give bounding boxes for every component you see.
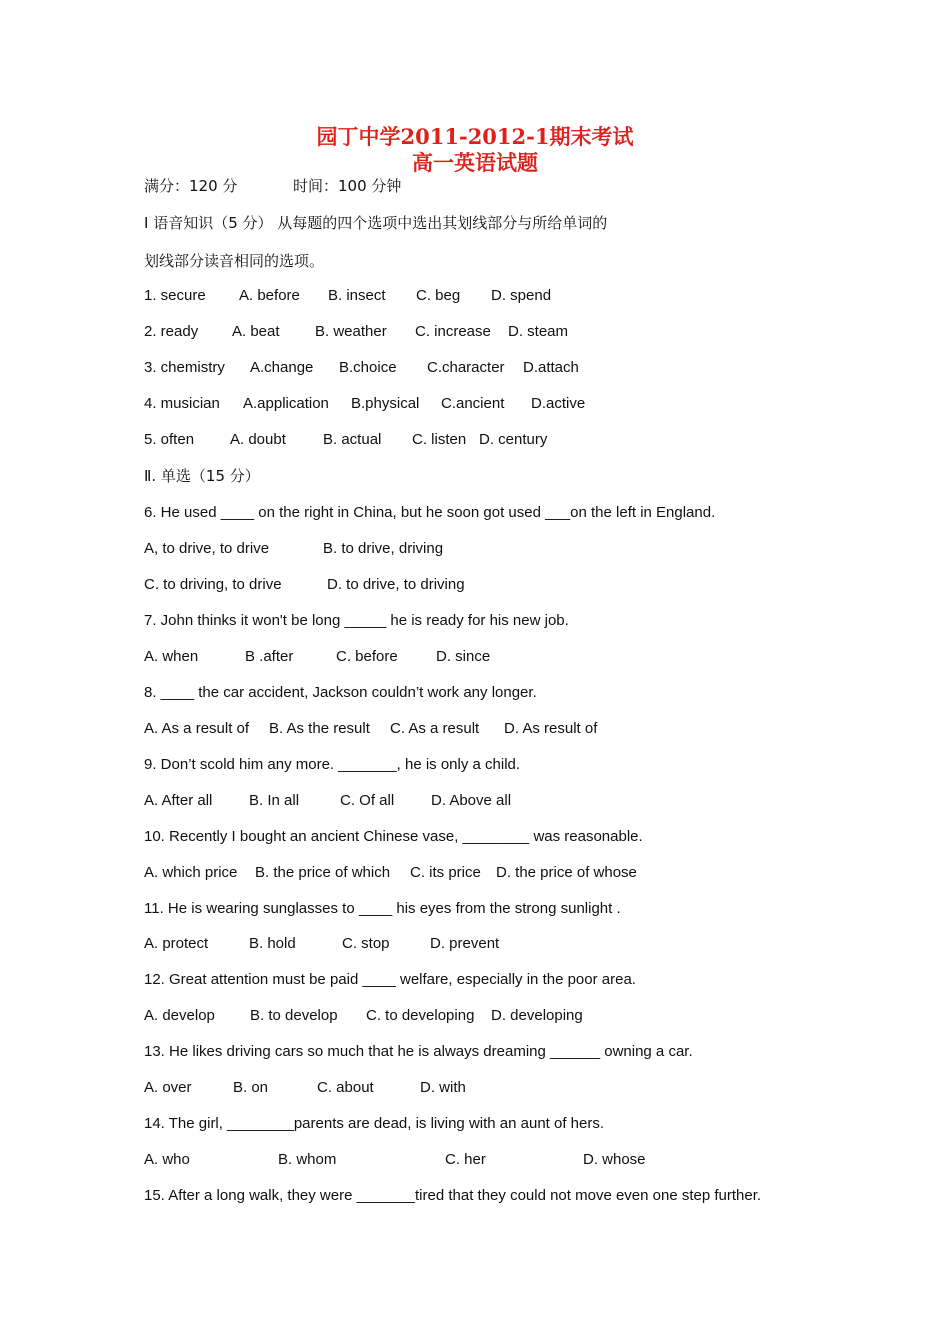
option-c: C. about [317, 1079, 374, 1096]
options-row [144, 791, 844, 811]
option-b: B. actual [323, 431, 382, 448]
option-c: C. her [445, 1151, 486, 1168]
options-row [144, 1078, 844, 1098]
question-row [144, 394, 844, 414]
option-d: D. As result of [504, 720, 598, 737]
option-b: B. hold [249, 935, 296, 952]
option-a: A.application [243, 395, 329, 412]
question-row [144, 358, 844, 378]
option-c: C. stop [342, 935, 390, 952]
question-stem: 7. John thinks it won't be long _____ he is ready for his new job. [144, 612, 569, 629]
question-stem: 9. Don’t scold him any more. _______, he is only a child. [144, 756, 521, 773]
option-d: D. the price of whose [496, 864, 637, 881]
option-a: A, to drive, to drive [144, 540, 270, 557]
option-c: C. before [336, 648, 398, 665]
option-c: C. increase [415, 323, 491, 340]
option-b: B. the price of which [255, 864, 391, 881]
option-b: B.physical [351, 395, 420, 412]
question-stem: 4. musician [144, 395, 220, 412]
option-c: C. its price [410, 864, 481, 881]
option-a: A. doubt [230, 431, 286, 448]
option-b: B. weather [315, 323, 387, 340]
question-stem: 6. He used ____ on the right in China, but he soon got used ___on the left in England. [144, 504, 716, 521]
exam-subtitle: 高一英语试题 [412, 150, 538, 175]
option-b: B. whom [278, 1151, 337, 1168]
exam-meta [144, 176, 844, 196]
options-row [144, 1006, 844, 1026]
option-d: D.attach [523, 359, 579, 376]
options-row [144, 863, 844, 883]
question-stem: 3. chemistry [144, 359, 225, 376]
options-row [144, 719, 844, 739]
question-stem: 12. Great attention must be paid ____ welfare, especially in the poor area. [144, 971, 636, 988]
option-c: C. listen [412, 431, 467, 448]
option-a: A. over [144, 1079, 192, 1096]
option-a: A. who [144, 1151, 190, 1168]
option-c: C.ancient [441, 395, 505, 412]
option-a: A. As a result of [144, 720, 250, 737]
question-stem: 8. ____ the car accident, Jackson couldn’t work any longer. [144, 684, 537, 701]
option-d: D. developing [491, 1007, 583, 1024]
options-row [144, 647, 844, 667]
option-b: B. insect [328, 287, 386, 304]
option-a: A. before [239, 287, 300, 304]
options-row [144, 575, 844, 595]
option-a: A.change [250, 359, 314, 376]
option-d: D. steam [508, 323, 569, 340]
option-a: A. develop [144, 1007, 215, 1024]
option-b: B. on [233, 1079, 269, 1096]
question-row [144, 322, 844, 342]
section1-heading: Ⅰ 语音知识（5 分） 从每题的四个选项中选出其划线部分与所给单词的 [144, 214, 608, 232]
question-stem: 5. often [144, 431, 195, 448]
option-a: A. when [144, 648, 199, 665]
question-row [144, 286, 844, 306]
options-row [144, 1150, 844, 1170]
option-b: B .after [245, 648, 294, 665]
question-stem: 1. secure [144, 287, 206, 304]
option-c: C. to developing [366, 1007, 475, 1024]
option-c: C. to driving, to drive [144, 576, 282, 593]
option-d: D. whose [583, 1151, 646, 1168]
option-a: A. which price [144, 864, 238, 881]
section2-heading: Ⅱ. 单选（15 分） [144, 467, 260, 485]
question-stem: 14. The girl, ________parents are dead, is living with an aunt of hers. [144, 1115, 605, 1132]
option-c: C. As a result [390, 720, 480, 737]
option-b: B. to develop [250, 1007, 338, 1024]
exam-title: 园丁中学2011-2012-1期末考试 [316, 124, 634, 149]
options-row [144, 934, 844, 954]
question-stem: 10. Recently I bought an ancient Chinese vase, ________ was reasonable. [144, 828, 643, 845]
option-d: D. spend [491, 287, 552, 304]
question-row [144, 430, 844, 450]
option-c: C. Of all [340, 792, 395, 809]
option-d: D. prevent [430, 935, 500, 952]
section1-heading-cont: 划线部分读音相同的选项。 [144, 252, 325, 270]
option-b: B. In all [249, 792, 300, 809]
option-b: B.choice [339, 359, 397, 376]
option-d: D.active [531, 395, 586, 412]
option-c: C.character [427, 359, 505, 376]
option-d: D. since [436, 648, 491, 665]
question-stem: 2. ready [144, 323, 199, 340]
option-d: D. with [420, 1079, 466, 1096]
option-a: A. beat [232, 323, 280, 340]
option-d: D. to drive, to driving [327, 576, 465, 593]
option-a: A. After all [144, 792, 213, 809]
exam-time: 时间：100 分钟 [293, 177, 402, 195]
option-d: D. century [479, 431, 548, 448]
question-stem: 11. He is wearing sunglasses to ____ his eyes from the strong sunlight . [144, 900, 621, 917]
option-b: B. to drive, driving [323, 540, 444, 557]
option-a: A. protect [144, 935, 209, 952]
option-c: C. beg [416, 287, 461, 304]
question-stem: 15. After a long walk, they were _______tired that they could not move even one step further. [144, 1187, 762, 1204]
option-d: D. Above all [431, 792, 512, 809]
question-stem: 13. He likes driving cars so much that he is always dreaming ______ owning a car. [144, 1043, 693, 1060]
options-row [144, 539, 844, 559]
full-marks: 满分：120 分 [144, 177, 238, 195]
option-b: B. As the result [269, 720, 370, 737]
